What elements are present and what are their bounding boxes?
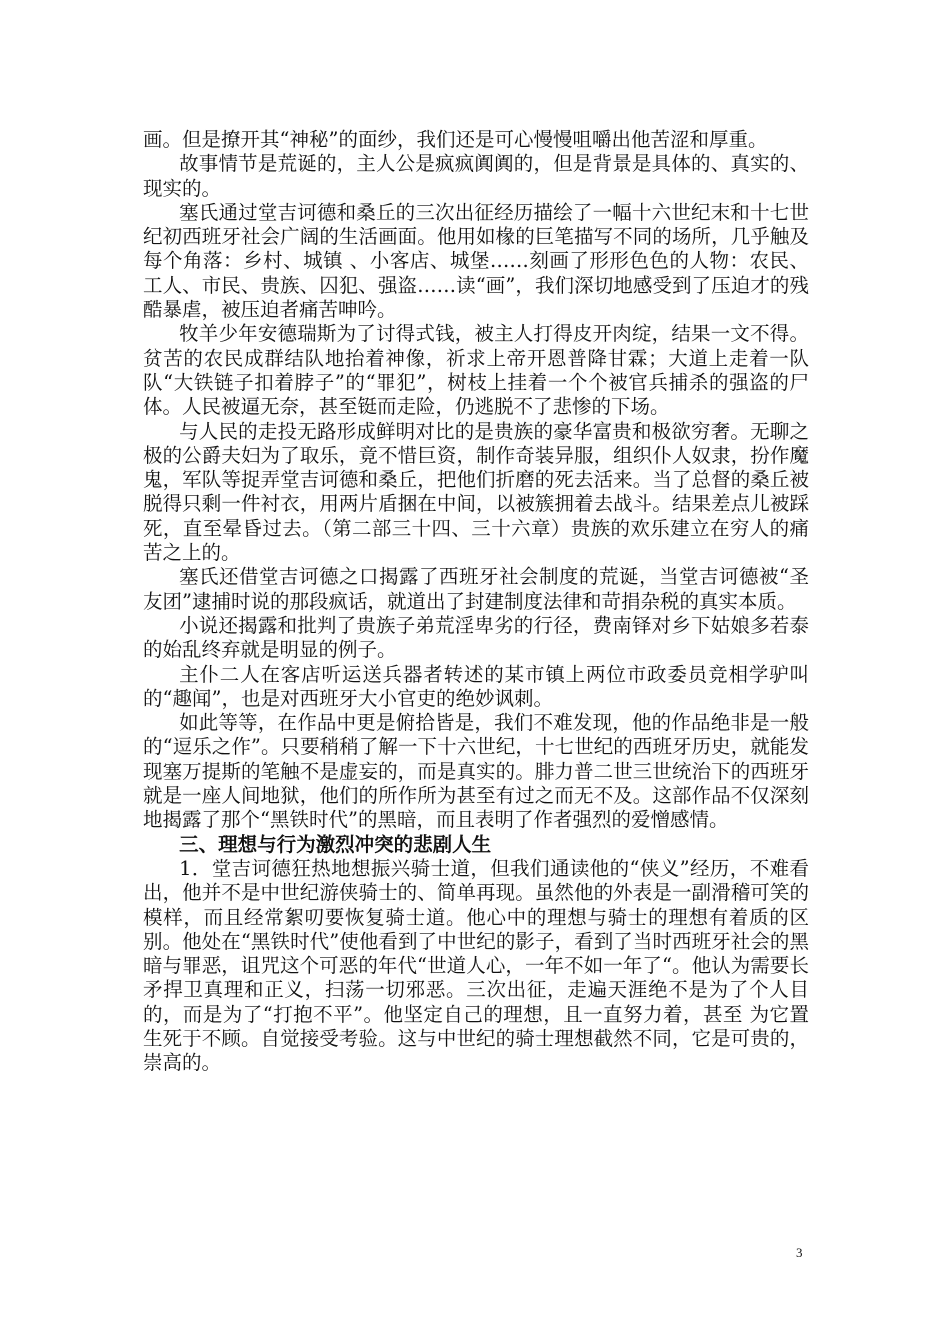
paragraph: 塞氏还借堂吉诃德之口揭露了西班牙社会制度的荒诞，当堂吉诃德被“圣友团”逮捕时说的那段疯话，就道出了封建制度法律和苛捐杂税的真实本质。 xyxy=(143,565,809,613)
section-heading: 三、理想与行为激烈冲突的悲剧人生 xyxy=(179,832,492,856)
paragraph: 如此等等，在作品中更是俯拾皆是，我们不难发现，他的作品绝非是一般的“逗乐之作”。只要稍稍了解一下十六世纪，十七世纪的西班牙历史，就能发现塞万提斯的笔触不是虚妄的，而是真实的。腓力普二世三世统治下的西班牙就是一座人间地狱，他们的所作所为甚至有过之而无不及。这部作品不仅深刻地揭露了那个“黑铁时代”的黑暗，而且表明了作者强烈的爱憎感情。 xyxy=(143,711,809,832)
paragraph: 1．堂吉诃德狂热地想振兴骑士道，但我们通读他的“侠义”经历，不难看出，他并不是中世纪游侠骑士的、简单再现。虽然他的外表是一副滑稽可笑的模样，而且经常絮叨要恢复骑士道。他心中的理想与骑士的理想有着质的区别。他处在“黑铁时代”使他看到了中世纪的影子，看到了当时西班牙社会的黑暗与罪恶，诅咒这个可恶的年代“世道人心，一年不如一年了“。他认为需要长矛捍卫真理和正义，扫荡一切邪恶。三次出征，走遍天涯绝不是为了个人目的，而是为了“打抱不平”。他坚定自己的理想，且一直努力着，甚至 为它置生死于不顾。自觉接受考验。这与中世纪的骑士理想截然不同，它是可贵的，崇高的。 xyxy=(143,856,809,1075)
body-text xyxy=(143,128,809,1076)
paragraph: 牧羊少年安德瑞斯为了讨得式钱，被主人打得皮开肉绽，结果一文不得。贫苦的农民成群结队地抬着神像，祈求上帝开恩普降甘霖；大道上走着一队队“大铁链子扣着脖子”的“罪犯”，树枝上挂着一个个被官兵捕杀的强盗的尸体。人民被逼无奈，甚至铤而走险，仍逃脱不了悲惨的下场。 xyxy=(143,322,809,419)
paragraph: 与人民的走投无路形成鲜明对比的是贵族的豪华富贵和极欲穷奢。无聊之极的公爵夫妇为了取乐，竟不惜巨资，制作奇装异服，组织仆人奴隶，扮作魔鬼，军队等捉弄堂吉诃德和桑丘，把他们折磨的死去活来。当了总督的桑丘被脱得只剩一件衬衣，用两片盾捆在中间，以被簇拥着去战斗。结果差点儿被踩死，直至晕昏过去。（第二部三十四、三十六章）贵族的欢乐建立在穷人的痛苦之上的。 xyxy=(143,419,809,565)
paragraph: 塞氏通过堂吉诃德和桑丘的三次出征经历描绘了一幅十六世纪末和十七世纪初西班牙社会广阔的生活画面。他用如椽的巨笔描写不同的场所，几乎触及每个角落：乡村、城镇 、小客店、城堡……刻画了形形色色的人物：农民、工人、市民、贵族、囚犯、强盗……读“画”，我们深切地感受到了压迫才的残酷暴虐，被压迫者痛苦呻吟。 xyxy=(143,200,809,322)
paragraph: 主仆二人在客店听运送兵器者转述的某市镇上两位市政委员竞相学驴叫的“趣闻”，也是对西班牙大小官吏的绝妙讽刺。 xyxy=(143,662,809,710)
paragraph: 小说还揭露和批判了贵族子弟荒淫卑劣的行径，费南铎对乡下姑娘多若泰的始乱终弃就是明显的例子。 xyxy=(143,613,809,662)
paragraph: 故事情节是荒诞的，主人公是疯疯阗阗的，但是背景是具体的、真实的、现实的。 xyxy=(143,152,809,200)
page-number: 3 xyxy=(796,1245,803,1260)
paragraph-continued: 画。但是撩开其“神秘”的面纱，我们还是可心慢慢咀嚼出他苦涩和厚重。 xyxy=(143,128,768,151)
